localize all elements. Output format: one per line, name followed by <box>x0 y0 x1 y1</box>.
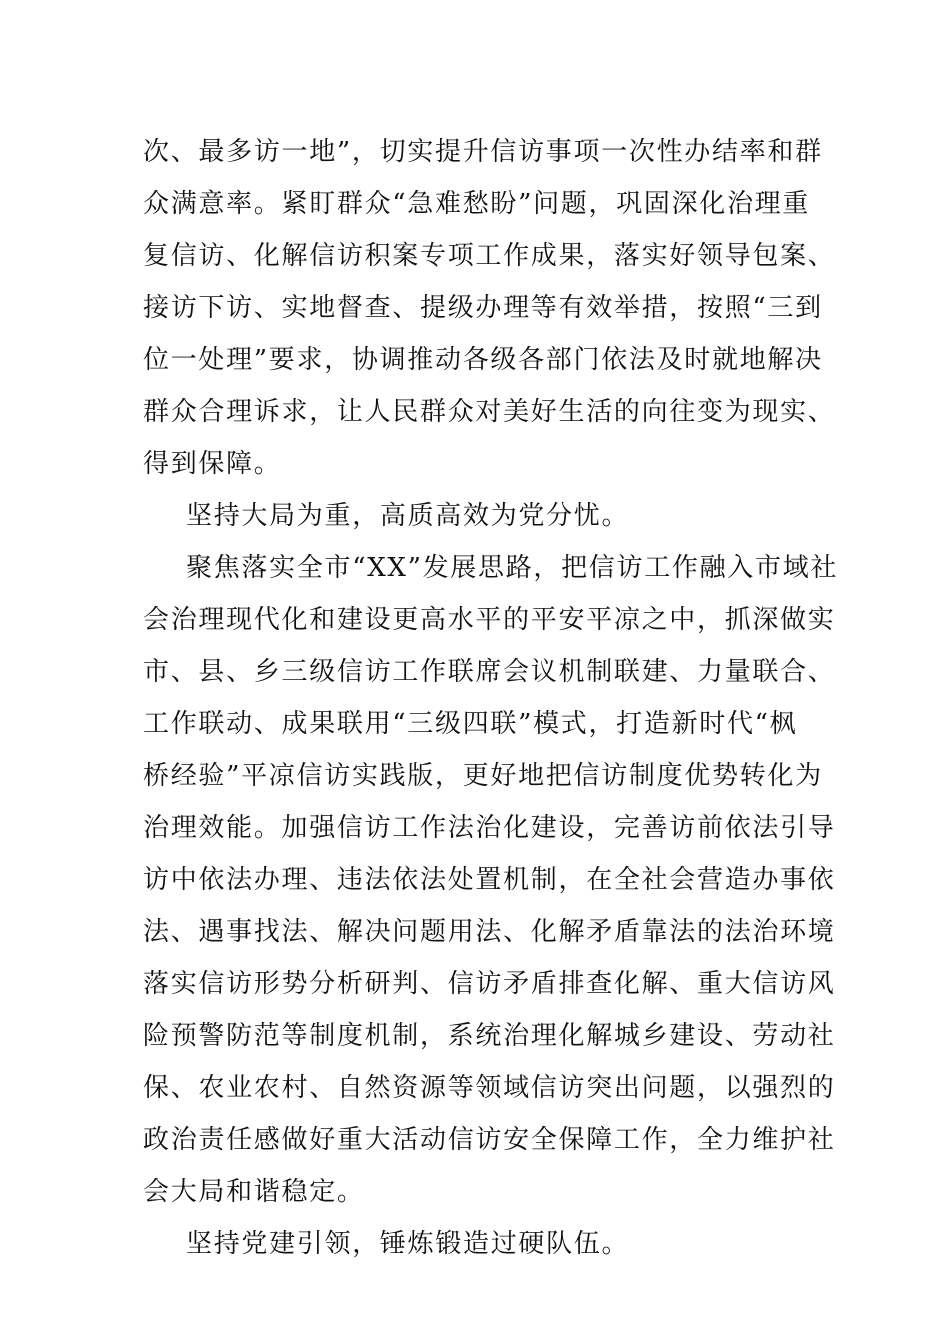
text-line: 位一处理”要求，协调推动各级各部门依法及时就地解决 <box>143 345 823 375</box>
section-heading: 坚持大局为重，高质高效为党分忧。 <box>186 501 630 531</box>
text-line: 保、农业农村、自然资源等领域信访突出问题，以强烈的 <box>143 1073 836 1103</box>
text-line: 险预警防范等制度机制，系统治理化解城乡建设、劳动社 <box>143 1021 836 1051</box>
document-body <box>143 126 839 1270</box>
text-line: 政治责任感做好重大活动信访安全保障工作，全力维护社 <box>143 1125 836 1155</box>
text-line: 桥经验”平凉信访实践版，更好地把信访制度优势转化为 <box>143 761 823 791</box>
text-line: 访中依法办理、违法依法处置机制，在全社会营造办事依 <box>143 865 836 895</box>
text-line: 会治理现代化和建设更高水平的平安平凉之中，抓深做实 <box>143 605 836 635</box>
text-line: 市、县、乡三级信访工作联席会议机制联建、力量联合、 <box>143 657 836 687</box>
text-line: 复信访、化解信访积案专项工作成果，落实好领导包案、 <box>143 241 836 271</box>
text-line: 次、最多访一地”，切实提升信访事项一次性办结率和群 <box>143 137 823 167</box>
text-line: 得到保障。 <box>143 449 282 479</box>
text-line: 法、遇事找法、解决问题用法、化解矛盾靠法的法治环境 <box>143 917 836 947</box>
text-line: 治理效能。加强信访工作法治化建设，完善访前依法引导 <box>143 813 836 843</box>
text-line: 接访下访、实地督查、提级办理等有效举措，按照“三到 <box>143 293 823 323</box>
text-line: 群众合理诉求，让人民群众对美好生活的向往变为现实、 <box>143 397 836 427</box>
text-line: 落实信访形势分析研判、信访矛盾排查化解、重大信访风 <box>143 969 836 999</box>
text-line: 工作联动、成果联用“三级四联”模式，打造新时代“枫 <box>143 709 798 739</box>
text-line: 会大局和谐稳定。 <box>143 1177 365 1207</box>
text-line: 众满意率。紧盯群众“急难愁盼”问题，巩固深化治理重 <box>143 189 811 219</box>
section-heading: 坚持党建引领，锤炼锻造过硬队伍。 <box>186 1229 630 1259</box>
text-line: 聚焦落实全市“XX”发展思路，把信访工作融入市域社 <box>186 553 839 583</box>
